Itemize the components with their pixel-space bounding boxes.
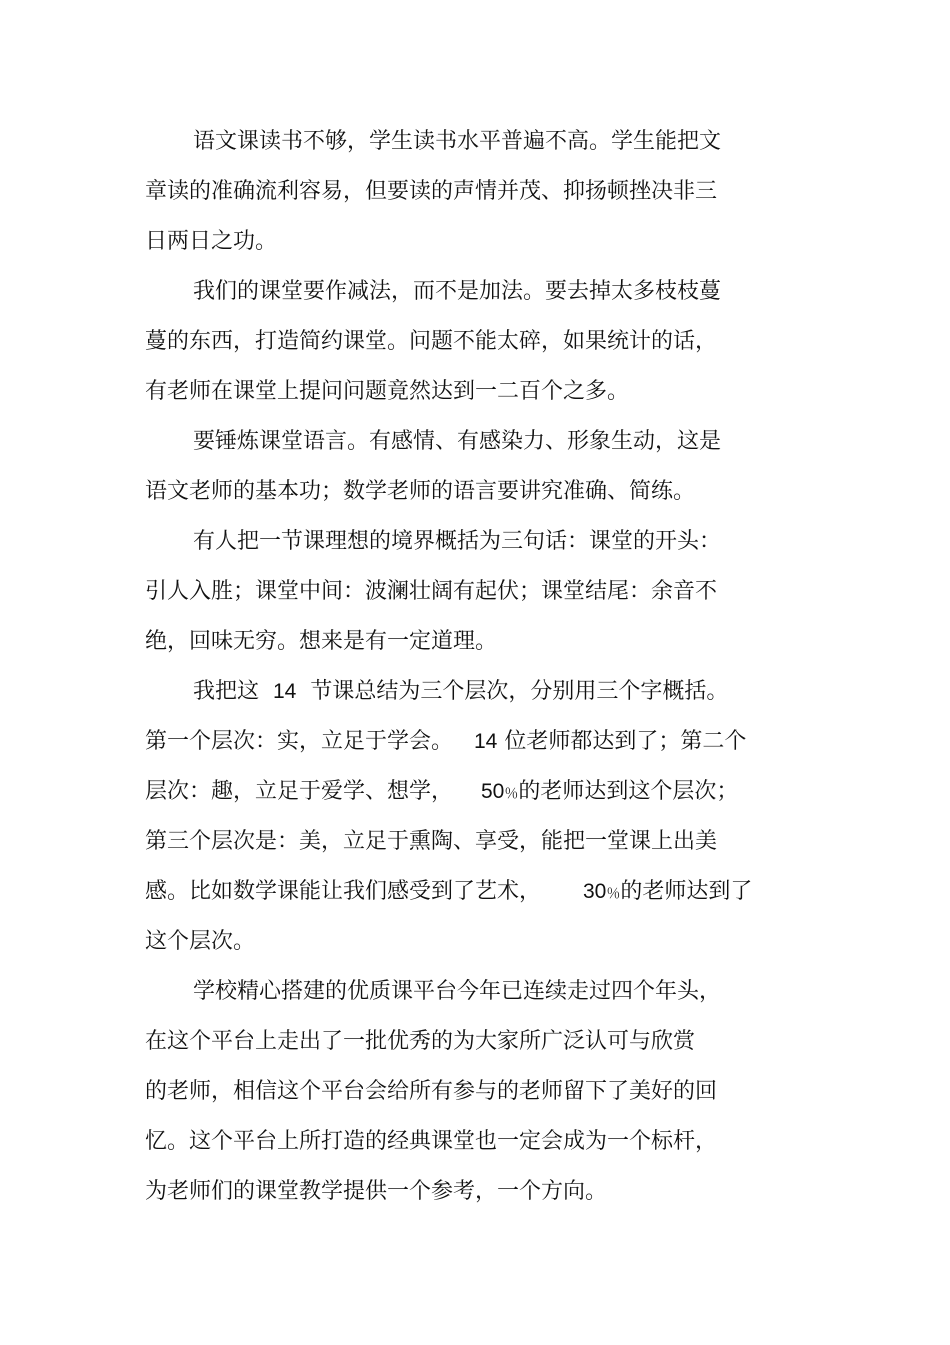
- percent-sign: ％: [606, 885, 621, 901]
- number-value: 50: [480, 780, 505, 803]
- paragraph-5-line-4: [145, 827, 717, 857]
- number-value: 14: [473, 730, 498, 753]
- paragraph-2-line-1: 我们的课堂要作减法，而不是加法。要去掉太多枝枝蔓: [193, 279, 722, 304]
- text-segment: 我把这: [193, 679, 273, 704]
- paragraph-3-line-2: 语文老师的基本功；数学老师的语言要讲究准确、简练。: [145, 479, 696, 504]
- paragraph-3-line-1: 要锤炼课堂语言。有感情、有感染力、形象生动，这是: [193, 429, 722, 454]
- paragraph-1-line-1: 语文课读书不够，学生读书水平普遍不高。学生能把文: [193, 129, 722, 154]
- paragraph-1-line-3: 日两日之功。: [145, 229, 278, 254]
- paragraph-4-line-1: 有人把一节课理想的境界概括为三句话：课堂的开头：: [193, 529, 722, 554]
- paragraph-1-line-2: 章读的准确流利容易，但要读的声情并茂、抑扬顿挫决非三: [145, 179, 718, 204]
- number-value: 14: [273, 680, 297, 703]
- text-segment: 节课总结为三个层次，分别用三个字概括。: [296, 679, 729, 704]
- paragraph-5-line-5: [145, 877, 752, 907]
- paragraph-6-line-1: 学校精心搭建的优质课平台今年已连续走过四个年头，: [193, 979, 722, 1004]
- paragraph-6-line-5: 为老师们的课堂教学提供一个参考，一个方向。: [145, 1179, 608, 1204]
- text-segment: 第三个层次是：美，立足于熏陶、享受，能把一堂课上出美: [145, 829, 718, 854]
- text-segment: 的老师达到了: [620, 879, 753, 904]
- text-segment: 第一个层次：实，立足于学会。: [145, 729, 474, 754]
- percent-sign: ％: [504, 785, 519, 801]
- text-segment: 层次：趣，立足于爱学、想学，: [145, 779, 481, 804]
- text-segment: 位老师都达到了；第二个: [497, 729, 747, 754]
- paragraph-5-line-6: [145, 927, 255, 957]
- text-segment: 感。比如数学课能让我们感受到了艺术，: [145, 879, 583, 904]
- paragraph-4-line-2: 引人入胜；课堂中间：波澜壮阔有起伏；课堂结尾：余音不: [145, 579, 718, 604]
- number-value: 30: [582, 880, 607, 903]
- paragraph-5-line-2: [145, 727, 746, 757]
- paragraph-4-line-3: 绝，回味无穷。想来是有一定道理。: [145, 629, 498, 654]
- paragraph-2-line-3: 有老师在课堂上提问问题竟然达到一二百个之多。: [145, 379, 630, 404]
- paragraph-6-line-3: 的老师，相信这个平台会给所有参与的老师留下了美好的回: [145, 1079, 718, 1104]
- paragraph-2-line-2: 蔓的东西，打造简约课堂。问题不能太碎，如果统计的话，: [145, 329, 718, 354]
- paragraph-5-line-3: [145, 777, 738, 807]
- text-segment: 的老师达到这个层次；: [518, 779, 739, 804]
- paragraph-5-line-1: [193, 677, 728, 707]
- paragraph-6-line-4: 忆。这个平台上所打造的经典课堂也一定会成为一个标杆，: [145, 1129, 718, 1154]
- text-segment: 这个层次。: [145, 929, 256, 954]
- paragraph-6-line-2: 在这个平台上走出了一批优秀的为大家所广泛认可与欣赏: [145, 1029, 696, 1054]
